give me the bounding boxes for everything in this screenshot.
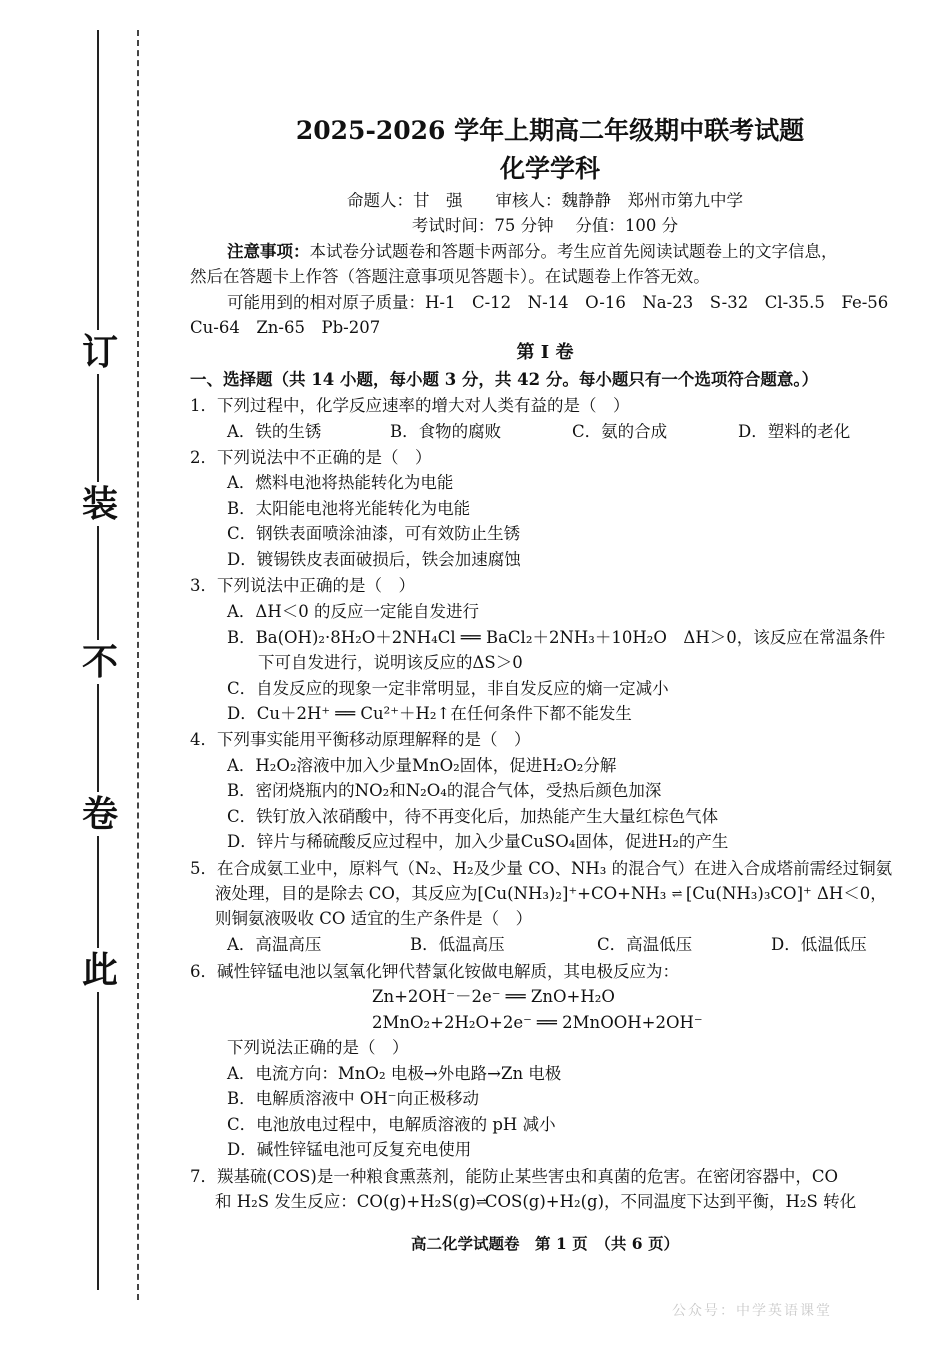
binding-char: 此	[78, 948, 122, 992]
question-5-stem-line-3: 则铜氨液吸收 CO 适宜的生产条件是（ ）	[215, 909, 533, 928]
question-1-stem: 1．下列过程中，化学反应速率的增大对人类有益的是（ ）	[190, 396, 630, 415]
atomic-masses-line-2: Cu-64 Zn-65 Pb-207	[190, 318, 381, 337]
notice-label: 注意事项：	[227, 242, 310, 261]
question-6-equation-2: 2MnO₂+2H₂O+2e⁻ ══ 2MnOOH+2OH⁻	[372, 1013, 703, 1032]
volume-heading: 第 I 卷	[516, 342, 574, 363]
question-5-stem-line-2	[215, 882, 887, 907]
question-4-option-d: D．锌片与稀硫酸反应过程中，加入少量CuSO₄固体，促进H₂的产生	[227, 832, 729, 851]
binding-line-dashed	[137, 30, 139, 1300]
question-7-stem-line-2	[215, 1190, 856, 1215]
question-1-option-b: B．食物的腐败	[390, 422, 502, 441]
question-7-stem-line-2b: COS(g)+H₂(g)，不同温度下达到平衡，H₂S 转化	[484, 1192, 857, 1211]
exam-info-line: 考试时间：75 分钟 分值：100 分	[411, 216, 679, 235]
exam-title: 2025-2026 学年上期高二年级期中联考试题	[295, 116, 805, 145]
question-2-stem: 2．下列说法中不正确的是（ ）	[190, 448, 432, 467]
atomic-masses-line-1: 可能用到的相对原子质量：H-1 C-12 N-14 O-16 Na-23 S-32 Cl-35.5 Fe-56	[227, 293, 889, 312]
binding-char: 卷	[78, 792, 122, 836]
question-3-option-d: D．Cu＋2H⁺ ══ Cu²⁺＋H₂↑在任何条件下都不能发生	[227, 704, 632, 723]
notice-line-1	[227, 240, 838, 264]
question-3-option-c: C．自发反应的现象一定非常明显，非自发反应的熵一定减小	[227, 679, 669, 698]
question-3-option-b-line-1: B．Ba(OH)₂·8H₂O＋2NH₄Cl ══ BaCl₂＋2NH₃＋10H₂O ΔH＞0，该反应在常温条件	[227, 628, 886, 647]
question-5-stem-line-1: 5．在合成氨工业中，原料气（N₂、H₂及少量 CO、NH₃ 的混合气）在进入合成塔前需经过铜氨	[190, 859, 893, 878]
question-1-option-a: A．铁的生锈	[227, 422, 322, 441]
question-6-option-b: B．电解质溶液中 OH⁻向正极移动	[227, 1089, 479, 1108]
page-footer: 高二化学试题卷 第 1 页 （共 6 页）	[411, 1234, 679, 1253]
question-4-option-c: C．铁钉放入浓硝酸中，待不再变化后，加热能产生大量红棕色气体	[227, 807, 719, 826]
question-6-option-a: A．电流方向：MnO₂ 电极→外电路→Zn 电极	[227, 1064, 562, 1083]
section-heading: 一、选择题（共 14 小题，每小题 3 分，共 42 分。每小题只有一个选项符合题意。）	[190, 370, 819, 389]
notice-text-1: 本试卷分试题卷和答题卡两部分。考生应首先阅读试题卷上的文字信息，	[309, 242, 838, 261]
subject-title: 化学学科	[499, 154, 600, 183]
question-2-option-a: A．燃料电池将热能转化为电能	[227, 473, 454, 492]
question-6-option-d: D．碱性锌锰电池可反复充电使用	[227, 1140, 472, 1159]
question-5-option-d: D．低温低压	[771, 935, 867, 954]
question-6-equation-1: Zn+2OH⁻－2e⁻ ══ ZnO+H₂O	[372, 987, 615, 1006]
binding-char: 装	[78, 482, 122, 526]
question-1-option-c: C．氨的合成	[572, 422, 668, 441]
binding-char: 不	[78, 640, 122, 684]
question-2-option-b: B．太阳能电池将光能转化为电能	[227, 499, 471, 518]
question-4-stem: 4．下列事实能用平衡移动原理解释的是（ ）	[190, 730, 531, 749]
question-4-option-a: A．H₂O₂溶液中加入少量MnO₂固体，促进H₂O₂分解	[227, 756, 617, 775]
question-5-option-c: C．高温低压	[597, 935, 693, 954]
question-6-ask: 下列说法正确的是（ ）	[227, 1038, 409, 1057]
question-2-option-d: D．镀锡铁皮表面破损后，铁会加速腐蚀	[227, 550, 521, 569]
question-7-stem-line-2a: 和 H₂S 发生反应：CO(g)+H₂S(g)	[215, 1192, 476, 1211]
question-4-option-b: B．密闭烧瓶内的NO₂和N₂O₄的混合气体，受热后颜色加深	[227, 781, 662, 800]
notice-line-2: 然后在答题卡上作答（答题注意事项见答题卡）。在试题卷上作答无效。	[190, 267, 710, 286]
authors-line: 命题人：甘 强 审核人：魏静静 郑州市第九中学	[347, 191, 743, 210]
question-6-option-c: C．电池放电过程中，电解质溶液的 pH 减小	[227, 1115, 556, 1134]
binding-char: 订	[78, 330, 122, 374]
reversible-arrow-icon: ⇌	[671, 886, 681, 902]
question-5-stem-line-2a: 液处理，目的是除去 CO，其反应为[Cu(NH₃)₂]⁺+CO+NH₃	[215, 884, 667, 903]
question-1-option-d: D．塑料的老化	[738, 422, 851, 441]
question-6-stem: 6．碱性锌锰电池以氢氧化钾代替氯化铵做电解质，其电极反应为：	[190, 962, 679, 981]
question-5-option-b: B．低温高压	[410, 935, 505, 954]
question-3-stem: 3．下列说法中正确的是（ ）	[190, 576, 415, 595]
watermark: 公众号：中学英语课堂	[672, 1303, 832, 1319]
question-3-option-a: A．ΔH＜0 的反应一定能自发进行	[227, 602, 479, 621]
question-7-stem-line-1: 7．羰基硫(COS)是一种粮食熏蒸剂，能防止某些害虫和真菌的危害。在密闭容器中，CO	[190, 1167, 838, 1186]
question-5-option-a: A．高温高压	[227, 935, 322, 954]
question-3-option-b-line-2: 下可自发进行，说明该反应的ΔS＞0	[258, 653, 523, 672]
question-2-option-c: C．钢铁表面喷涂油漆，可有效防止生锈	[227, 524, 521, 543]
reversible-arrow-icon: ⇌	[475, 1194, 485, 1210]
question-5-stem-line-2b: [Cu(NH₃)₃CO]⁺ ΔH＜0，	[685, 884, 887, 903]
